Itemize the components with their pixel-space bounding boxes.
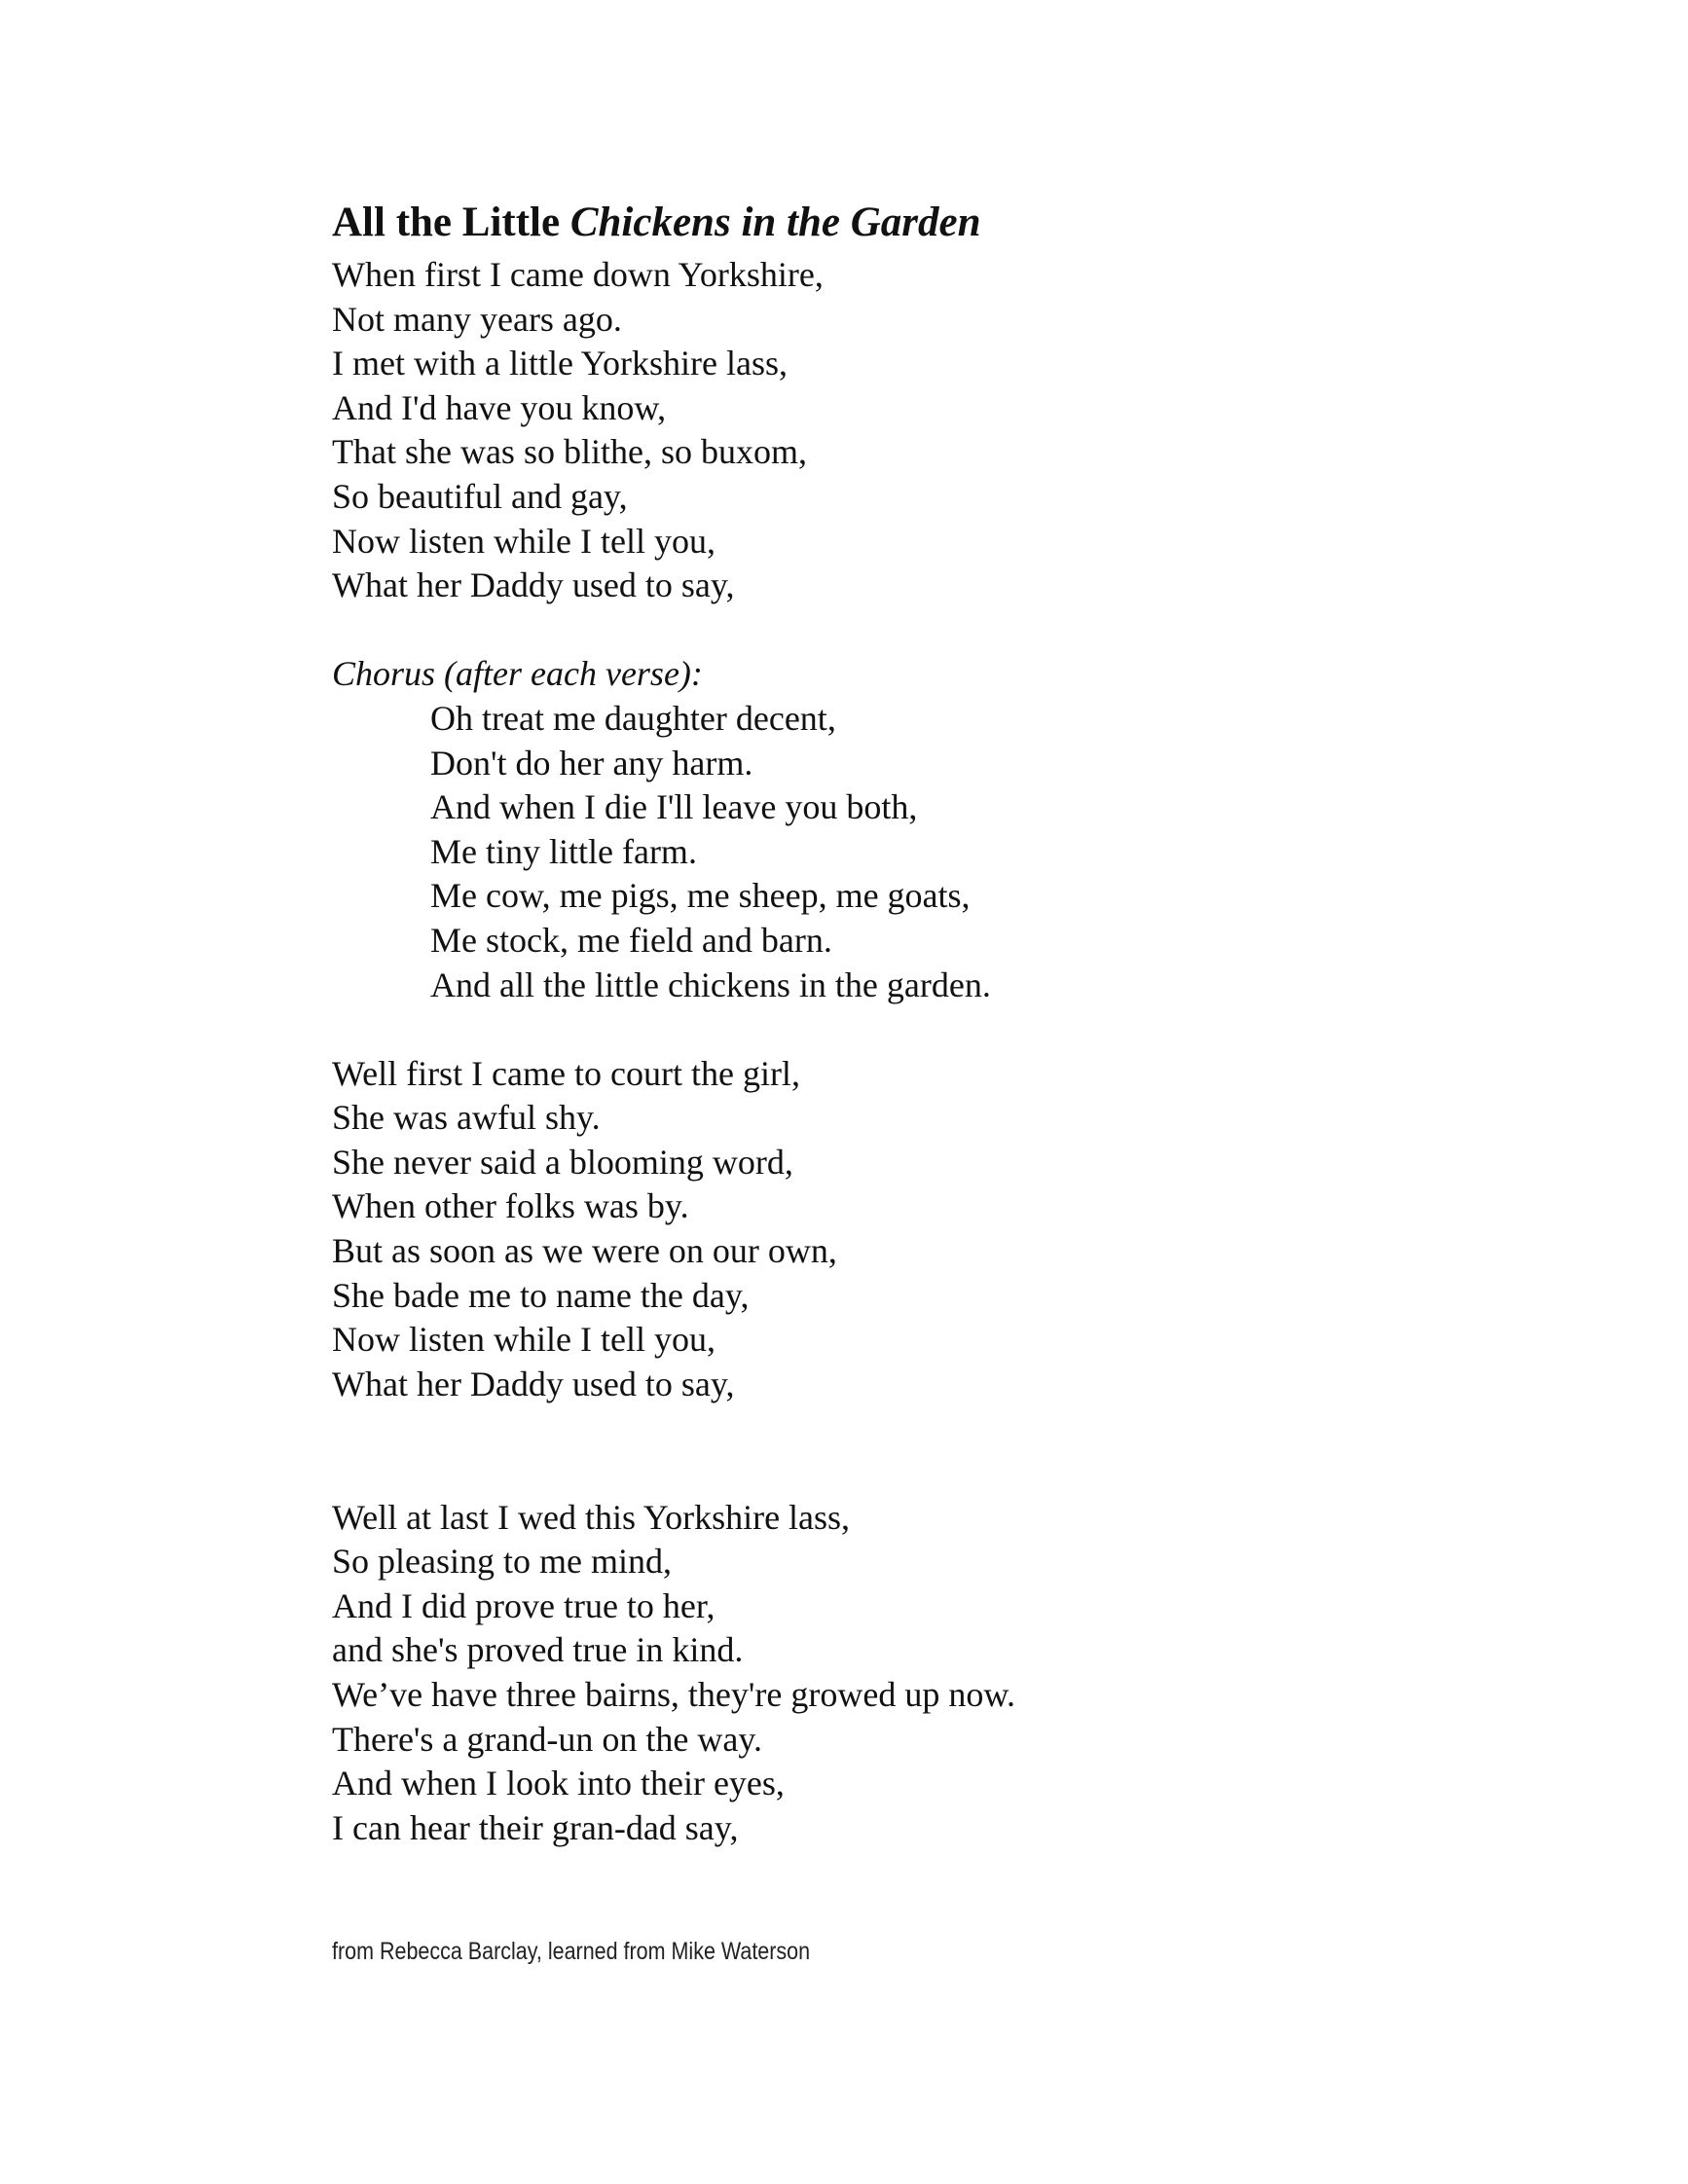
verse-1 xyxy=(332,253,1549,608)
verse-3 xyxy=(332,1496,1549,1851)
verse-line: What her Daddy used to say, xyxy=(332,1364,735,1403)
verse-line: But as soon as we were on our own, xyxy=(332,1231,837,1271)
stanza-gap xyxy=(332,1406,1549,1495)
verse-line: And I did prove true to her, xyxy=(332,1585,716,1625)
stanza-gap xyxy=(332,1007,1549,1052)
song-title-italic: Chickens in the Garden xyxy=(569,200,981,245)
verse-line: And I'd have you know, xyxy=(332,387,667,427)
verse-line: She bade me to name the day, xyxy=(332,1275,750,1315)
verse-line: I can hear their gran-dad say, xyxy=(332,1807,739,1847)
verse-line: When first I came down Yorkshire, xyxy=(332,255,824,294)
verse-line: She was awful shy. xyxy=(332,1098,601,1138)
verse-line: Not many years ago. xyxy=(332,299,622,339)
verse-line: That she was so blithe, so buxom, xyxy=(332,432,807,472)
song-page xyxy=(332,193,1549,1850)
chorus-line: Me tiny little farm. xyxy=(430,831,697,871)
chorus-lines xyxy=(332,697,1549,1007)
verse-line: Now listen while I tell you, xyxy=(332,1320,716,1360)
verse-2 xyxy=(332,1052,1549,1407)
verse-line: Well first I came to court the girl, xyxy=(332,1053,800,1093)
verse-line: There's a grand-un on the way. xyxy=(332,1719,762,1759)
verse-line: We’ve have three bairns, they're growed up now. xyxy=(332,1675,1015,1714)
verse-line: So beautiful and gay, xyxy=(332,476,628,516)
song-title-plain: All the Little xyxy=(332,200,570,245)
verse-line: Well at last I wed this Yorkshire lass, xyxy=(332,1497,851,1537)
song-title xyxy=(332,193,1549,253)
verse-line: I met with a little Yorkshire lass, xyxy=(332,344,788,383)
chorus-line: Me stock, me field and barn. xyxy=(430,920,832,960)
verse-line: So pleasing to me mind, xyxy=(332,1542,672,1582)
song-credit: from Rebecca Barclay, learned from Mike Waterson xyxy=(332,1938,811,1965)
chorus-line: And when I die I'll leave you both, xyxy=(430,787,918,827)
chorus-line: Me cow, me pigs, me sheep, me goats, xyxy=(430,876,971,916)
verse-line: When other folks was by. xyxy=(332,1186,689,1226)
verse-line: Now listen while I tell you, xyxy=(332,521,716,561)
chorus-line: And all the little chickens in the garden. xyxy=(430,965,991,1004)
chorus-line: Don't do her any harm. xyxy=(430,743,753,783)
chorus-heading: Chorus (after each verse): xyxy=(332,654,703,694)
verse-line: And when I look into their eyes, xyxy=(332,1764,785,1803)
stanza-gap xyxy=(332,608,1549,653)
verse-line: What her Daddy used to say, xyxy=(332,565,735,605)
chorus-line: Oh treat me daughter decent, xyxy=(430,698,836,738)
chorus xyxy=(332,652,1549,1007)
verse-line: She never said a blooming word, xyxy=(332,1142,793,1182)
verse-line: and she's proved true in kind. xyxy=(332,1630,744,1670)
